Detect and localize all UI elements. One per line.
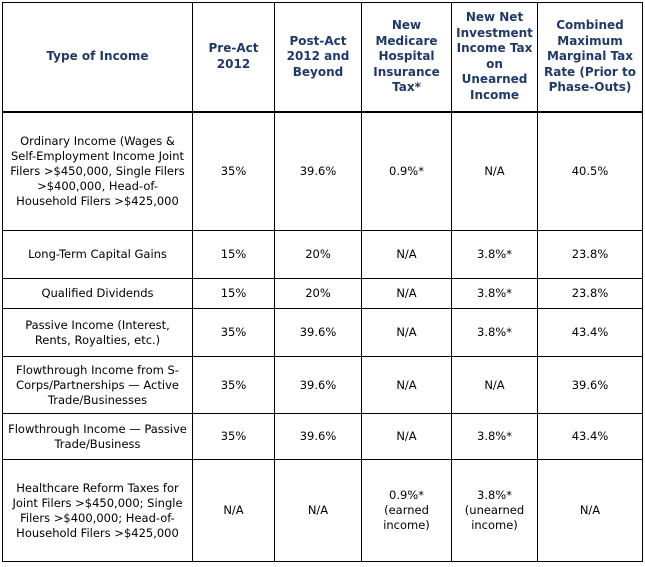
- table-row: [3, 460, 643, 562]
- medicare-cell: 0.9%*: [362, 112, 452, 231]
- income-type-cell: Ordinary Income (Wages & Self-Employment Income Joint Filers >$450,000, Single Filers >$400,000, Head-of-Household Filers >$425,000: [3, 112, 193, 231]
- income-type-cell: Flowthrough Income from S-Corps/Partnerships — Active Trade/Businesses: [3, 357, 193, 414]
- niit-cell: N/A: [452, 357, 538, 414]
- niit-cell: 3.8%*: [452, 414, 538, 460]
- pre-act-cell: 35%: [193, 309, 275, 357]
- medicare-cell: N/A: [362, 279, 452, 309]
- niit-cell: 3.8%*: [452, 309, 538, 357]
- combined-cell: 43.4%: [538, 414, 643, 460]
- post-act-cell: 39.6%: [275, 414, 362, 460]
- medicare-cell: 0.9%* (earned income): [362, 460, 452, 562]
- table-row: [3, 112, 643, 231]
- combined-cell: N/A: [538, 460, 643, 562]
- income-type-cell: Long-Term Capital Gains: [3, 231, 193, 279]
- pre-act-cell: 35%: [193, 112, 275, 231]
- combined-cell: 23.8%: [538, 231, 643, 279]
- table-row: [3, 279, 643, 309]
- post-act-cell: 39.6%: [275, 309, 362, 357]
- table-row: [3, 309, 643, 357]
- income-type-cell: Healthcare Reform Taxes for Joint Filers >$450,000; Single Filers >$400,000; Head-of-Household Filers >$425,000: [3, 460, 193, 562]
- table-row: [3, 414, 643, 460]
- pre-act-cell: 15%: [193, 279, 275, 309]
- combined-cell: 40.5%: [538, 112, 643, 231]
- header-type-of-income: Type of Income: [3, 3, 193, 112]
- pre-act-cell: N/A: [193, 460, 275, 562]
- niit-cell: 3.8%*: [452, 231, 538, 279]
- pre-act-cell: 15%: [193, 231, 275, 279]
- post-act-cell: N/A: [275, 460, 362, 562]
- header-combined-rate: Combined Maximum Marginal Tax Rate (Prior to Phase-Outs): [538, 3, 643, 112]
- combined-cell: 39.6%: [538, 357, 643, 414]
- header-medicare-tax: New Medicare Hospital Insurance Tax*: [362, 3, 452, 112]
- header-net-investment-tax: New Net Investment Income Tax on Unearned Income: [452, 3, 538, 112]
- post-act-cell: 20%: [275, 279, 362, 309]
- header-row: [3, 3, 643, 112]
- niit-cell: 3.8%*: [452, 279, 538, 309]
- niit-cell: 3.8%* (unearned income): [452, 460, 538, 562]
- header-post-act-2012: Post-Act 2012 and Beyond: [275, 3, 362, 112]
- income-type-cell: Qualified Dividends: [3, 279, 193, 309]
- combined-cell: 43.4%: [538, 309, 643, 357]
- combined-cell: 23.8%: [538, 279, 643, 309]
- pre-act-cell: 35%: [193, 414, 275, 460]
- header-pre-act-2012: Pre-Act 2012: [193, 3, 275, 112]
- niit-cell: N/A: [452, 112, 538, 231]
- income-type-cell: Flowthrough Income — Passive Trade/Business: [3, 414, 193, 460]
- medicare-cell: N/A: [362, 414, 452, 460]
- post-act-cell: 39.6%: [275, 357, 362, 414]
- medicare-cell: N/A: [362, 309, 452, 357]
- table-row: [3, 231, 643, 279]
- post-act-cell: 20%: [275, 231, 362, 279]
- post-act-cell: 39.6%: [275, 112, 362, 231]
- medicare-cell: N/A: [362, 357, 452, 414]
- medicare-cell: N/A: [362, 231, 452, 279]
- table-row: [3, 357, 643, 414]
- income-type-cell: Passive Income (Interest, Rents, Royalties, etc.): [3, 309, 193, 357]
- pre-act-cell: 35%: [193, 357, 275, 414]
- income-tax-table: [2, 2, 643, 562]
